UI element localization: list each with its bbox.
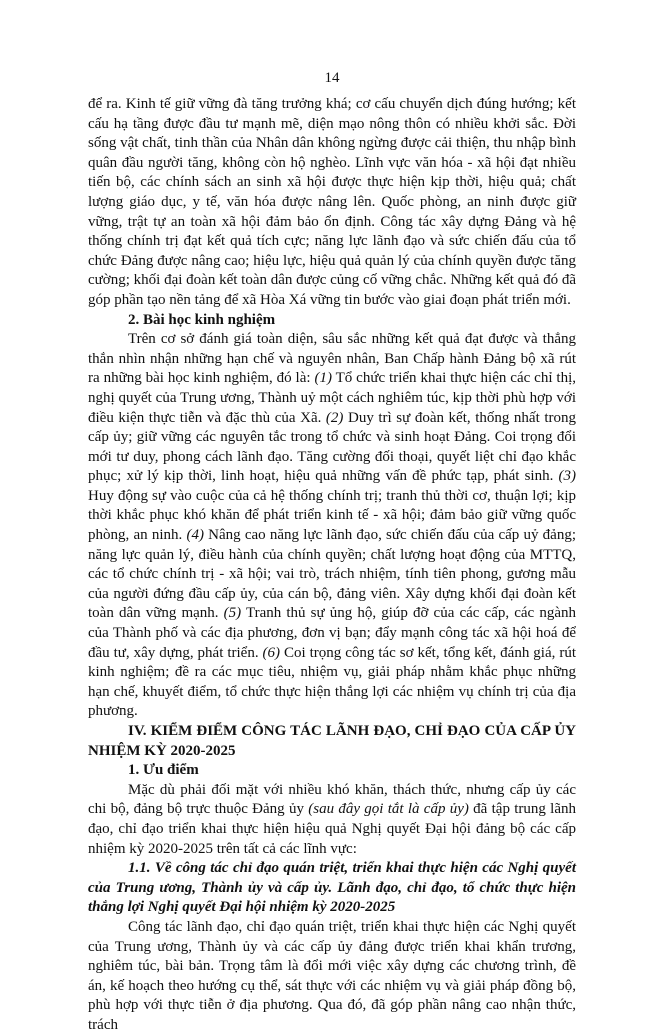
subsection-1-1-heading: 1.1. Về công tác chỉ đạo quán triệt, triển khai thực hiện các Nghị quyết của Trung ương, Thành ủy và cấp ủy. Lãnh đạo, chỉ đạo, tổ chức thực hiện thắng lợi Nghị quyết Đại hội nhiệm kỳ 2020-2025: [88, 860, 576, 916]
lessons-intro: Trên cơ sở đánh giá toàn diện, sâu sắc những kết quả đạt được và thẳng thắn nhìn nhận những hạn chế và nguyên nhân, Ban Chấp hành Đảng bộ xã rút ra những bài học kinh nghiệm, đó là:: [88, 331, 576, 387]
section-iv-heading: IV. KIỂM ĐIỂM CÔNG TÁC LÃNH ĐẠO, CHỈ ĐẠO CỦA CẤP ỦY NHIỆM KỲ 2020-2025: [88, 723, 576, 759]
lessons-paragraph: [88, 330, 576, 722]
lesson-text-2: Duy trì sự đoàn kết, thống nhất trong cấp ủy; giữ vững các nguyên tắc trong tổ chức và sinh hoạt Đảng. Coi trọng đổi mới tư duy, phong cách lãnh đạo. Tăng cường đối thoại, quyết liệt chỉ đạo khắc phục; xử lý kịp thời, linh hoạt, hiệu quả những vấn đề phức tạp, phát sinh.: [88, 409, 576, 485]
lesson-number-2: (2): [325, 409, 344, 426]
advantages-paragraph: [88, 781, 576, 859]
lessons-heading: 2. Bài học kinh nghiệm: [128, 311, 276, 328]
page-number: 14: [324, 70, 340, 86]
leadership-paragraph: Công tác lãnh đạo, chỉ đạo quán triệt, triển khai thực hiện các Nghị quyết của Trung ương, Thành ủy và các cấp ủy đảng được triển khai khẩn trương, nghiêm túc, bài bản. Trọng tâm là đổi mới việc xây dựng các chương trình, đề án, kế hoạch theo hướng cụ thể, sát thực với các nhiệm vụ và giải pháp đồng bộ, phù hợp với thực tiễn ở địa phương. Qua đó, đã góp phần nâng cao nhận thức, trách: [88, 918, 576, 1033]
lesson-text-5: Tranh thủ sự ủng hộ, giúp đỡ của các cấp, các ngành của Thành phố và các địa phương, đơn vị bạn; đẩy mạnh công tác xã hội hoá để đầu tư, xây dựng, phát triển.: [88, 605, 576, 661]
lesson-number-6: (6): [262, 644, 281, 661]
lesson-text-1: Tổ chức triển khai thực hiện các chỉ thị, nghị quyết của Trung ương, Thành uỷ một cách nghiêm túc, kịp thời phù hợp với điều kiện thực tiễn và đặc thù của Xã.: [88, 370, 576, 426]
advantages-text-after: đã tập trung lãnh đạo, chỉ đạo triển khai thực hiện hiệu quả Nghị quyết Đại hội đảng bộ các cấp nhiệm kỳ 2020-2025 trên tất cả các lĩnh vực:: [88, 801, 576, 857]
lesson-text-3: Huy động sự vào cuộc của cả hệ thống chính trị; tranh thủ thời cơ, thuận lợi; kịp thời khắc phục khó khăn để phát triển kinh tế - xã hội; đảm bảo giữ vững quốc phòng, an ninh.: [88, 487, 576, 544]
lesson-text-6: Coi trọng công tác sơ kết, tổng kết, đánh giá, rút kinh nghiệm; đề ra các mục tiêu, nhiệm vụ, giải pháp nhằm khắc phục những hạn chế, khuyết điểm, tổ chức thực hiện thắng lợi các nhiệm vụ chính trị của địa phương.: [88, 644, 576, 720]
lesson-number-1: (1): [314, 370, 332, 387]
lesson-number-3: (3): [558, 468, 576, 485]
advantages-italic-note: (sau đây gọi tắt là cấp ủy): [308, 801, 469, 818]
lesson-text-4: Nâng cao năng lực lãnh đạo, sức chiến đấu của cấp uỷ đảng; năng lực quản lý, điều hành của chính quyền; chất lượng hoạt động của MTTQ, các tổ chức chính trị - xã hội; vai trò, trách nhiệm, tính tiên phong, gương mẫu của người đứng đầu cấp ủy, của cán bộ, đảng viên. Xây dựng khối đại đoàn kết toàn dân vững mạnh.: [88, 527, 577, 622]
summary-paragraph: để ra. Kinh tế giữ vững đà tăng trưởng khá; cơ cấu chuyển dịch đúng hướng; kết cấu hạ tầng được đầu tư mạnh mẽ, diện mạo nông thôn có nhiều khởi sắc. Đời sống vật chất, tinh thần của Nhân dân không ngừng được cải thiện, thu nhập bình quân đầu người tăng, không còn hộ nghèo. Lĩnh vực văn hóa - xã hội đạt nhiều tiến bộ, các chính sách an sinh xã hội được thực hiện kịp thời, hiệu quả; chất lượng giáo dục, y tế, văn hóa được nâng lên. Quốc phòng, an ninh được giữ vững, trật tự an toàn xã hội đảm bảo ổn định. Công tác xây dựng Đảng và hệ thống chính trị đạt kết quả tích cực; năng lực lãnh đạo và sức chiến đấu của tổ chức Đảng được nâng cao; hiệu lực, hiệu quả quản lý của chính quyền được tăng cường; khối đại đoàn kết toàn dân được củng cố vững chắc. Những kết quả đó đã góp phần tạo nền tảng để xã Hòa Xá vững tin bước vào giai đoạn phát triển mới.: [88, 96, 576, 308]
lesson-number-4: (4): [186, 527, 204, 544]
advantages-heading: 1. Ưu điểm: [128, 762, 199, 779]
lesson-number-5: (5): [223, 605, 242, 622]
advantages-text-before: Mặc dù phải đối mặt với nhiều khó khăn, thách thức, nhưng cấp ủy các chi bộ, đảng bộ trực thuộc Đảng ủy: [88, 781, 576, 818]
